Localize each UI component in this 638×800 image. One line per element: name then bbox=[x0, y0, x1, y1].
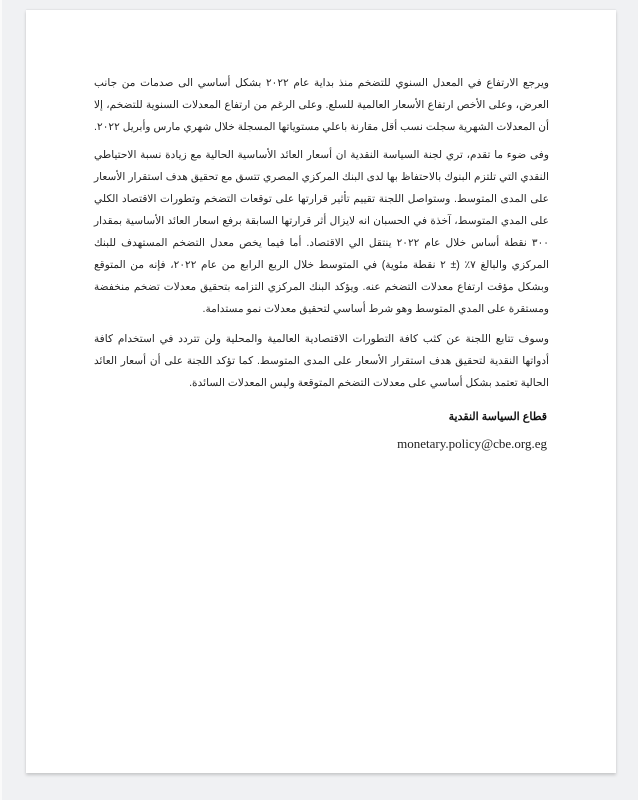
paragraph-committee-outlook: وسوف تتابع اللجنة عن كثب كافة التطورات الاقتصادية العالمية والمحلية ولن تتردد في استخدام كافة أدواتها النقدية لتحقيق هدف استقرار الأسعار على المدى المتوسط. كما تؤكد اللجنة على أن أسعار العائد الحالية تعتمد بشكل أساسي على معدلات التضخم المتوقعة وليس المعدلات السائدة. bbox=[94, 333, 549, 389]
paragraph-policy-assessment: وفى ضوء ما تقدم، تري لجنة السياسة النقدية ان أسعار العائد الأساسية الحالية مع زيادة نسبة الاحتياطي النقدي التي تلتزم البنوك بالاحتفاظ بها لدى البنك المركزي المصري تتسق مع تحقيق هدف استقرار الأسعار على المدى المتوسط. وستواصل اللجنة تقييم تأثير قرارتها على توقعات التضخم وتطورات الاقتصاد الكلي على المدي المتوسط، آخذة في الحسبان انه لايزال أثر قرارتها السابقة برفع اسعار العائد الأساسية بمقدار ٣٠٠ نقطة أساس خلال عام ٢٠٢٢ ينتقل الي الاقتصاد. أما فيما يخص معدل التضخم المستهدف للبنك المركزي والبالغ ٧٪ (± ٢ نقطة مئوية) في المتوسط خلال الربع الرابع من عام ٢٠٢٢، فإنه من المتوقع وبشكل مؤقت ارتفاع معدلات التضخم عنه. ويؤكد البنك المركزي التزامه بتحقيق معدلات تضخم منخفضة ومستقرة على المدي المتوسط وهو شرط أساسي لتحقيق معدلات نمو مستدامة. bbox=[94, 149, 549, 315]
document-page bbox=[26, 10, 616, 773]
signature-department: قطاع السياسة النقدية bbox=[448, 411, 547, 423]
page-body bbox=[94, 72, 549, 402]
signature-block bbox=[397, 406, 547, 454]
paragraph-inflation-drivers: ويرجع الارتفاع في المعدل السنوي للتضخم منذ بداية عام ٢٠٢٢ بشكل أساسي الى صدمات من جانب العرض، وعلى الأخص ارتفاع الأسعار العالمية للسلع. وعلى الرغم من ارتفاع المعدلات السنوية للتضخم، إلا أن المعدلات الشهرية سجلت نسب أقل مقارنة باعلي مستوياتها المسجلة خلال شهري مارس وأبريل ٢٠٢٢. bbox=[94, 77, 550, 133]
signature-email-link[interactable]: monetary.policy@cbe.org.eg bbox=[397, 436, 547, 451]
